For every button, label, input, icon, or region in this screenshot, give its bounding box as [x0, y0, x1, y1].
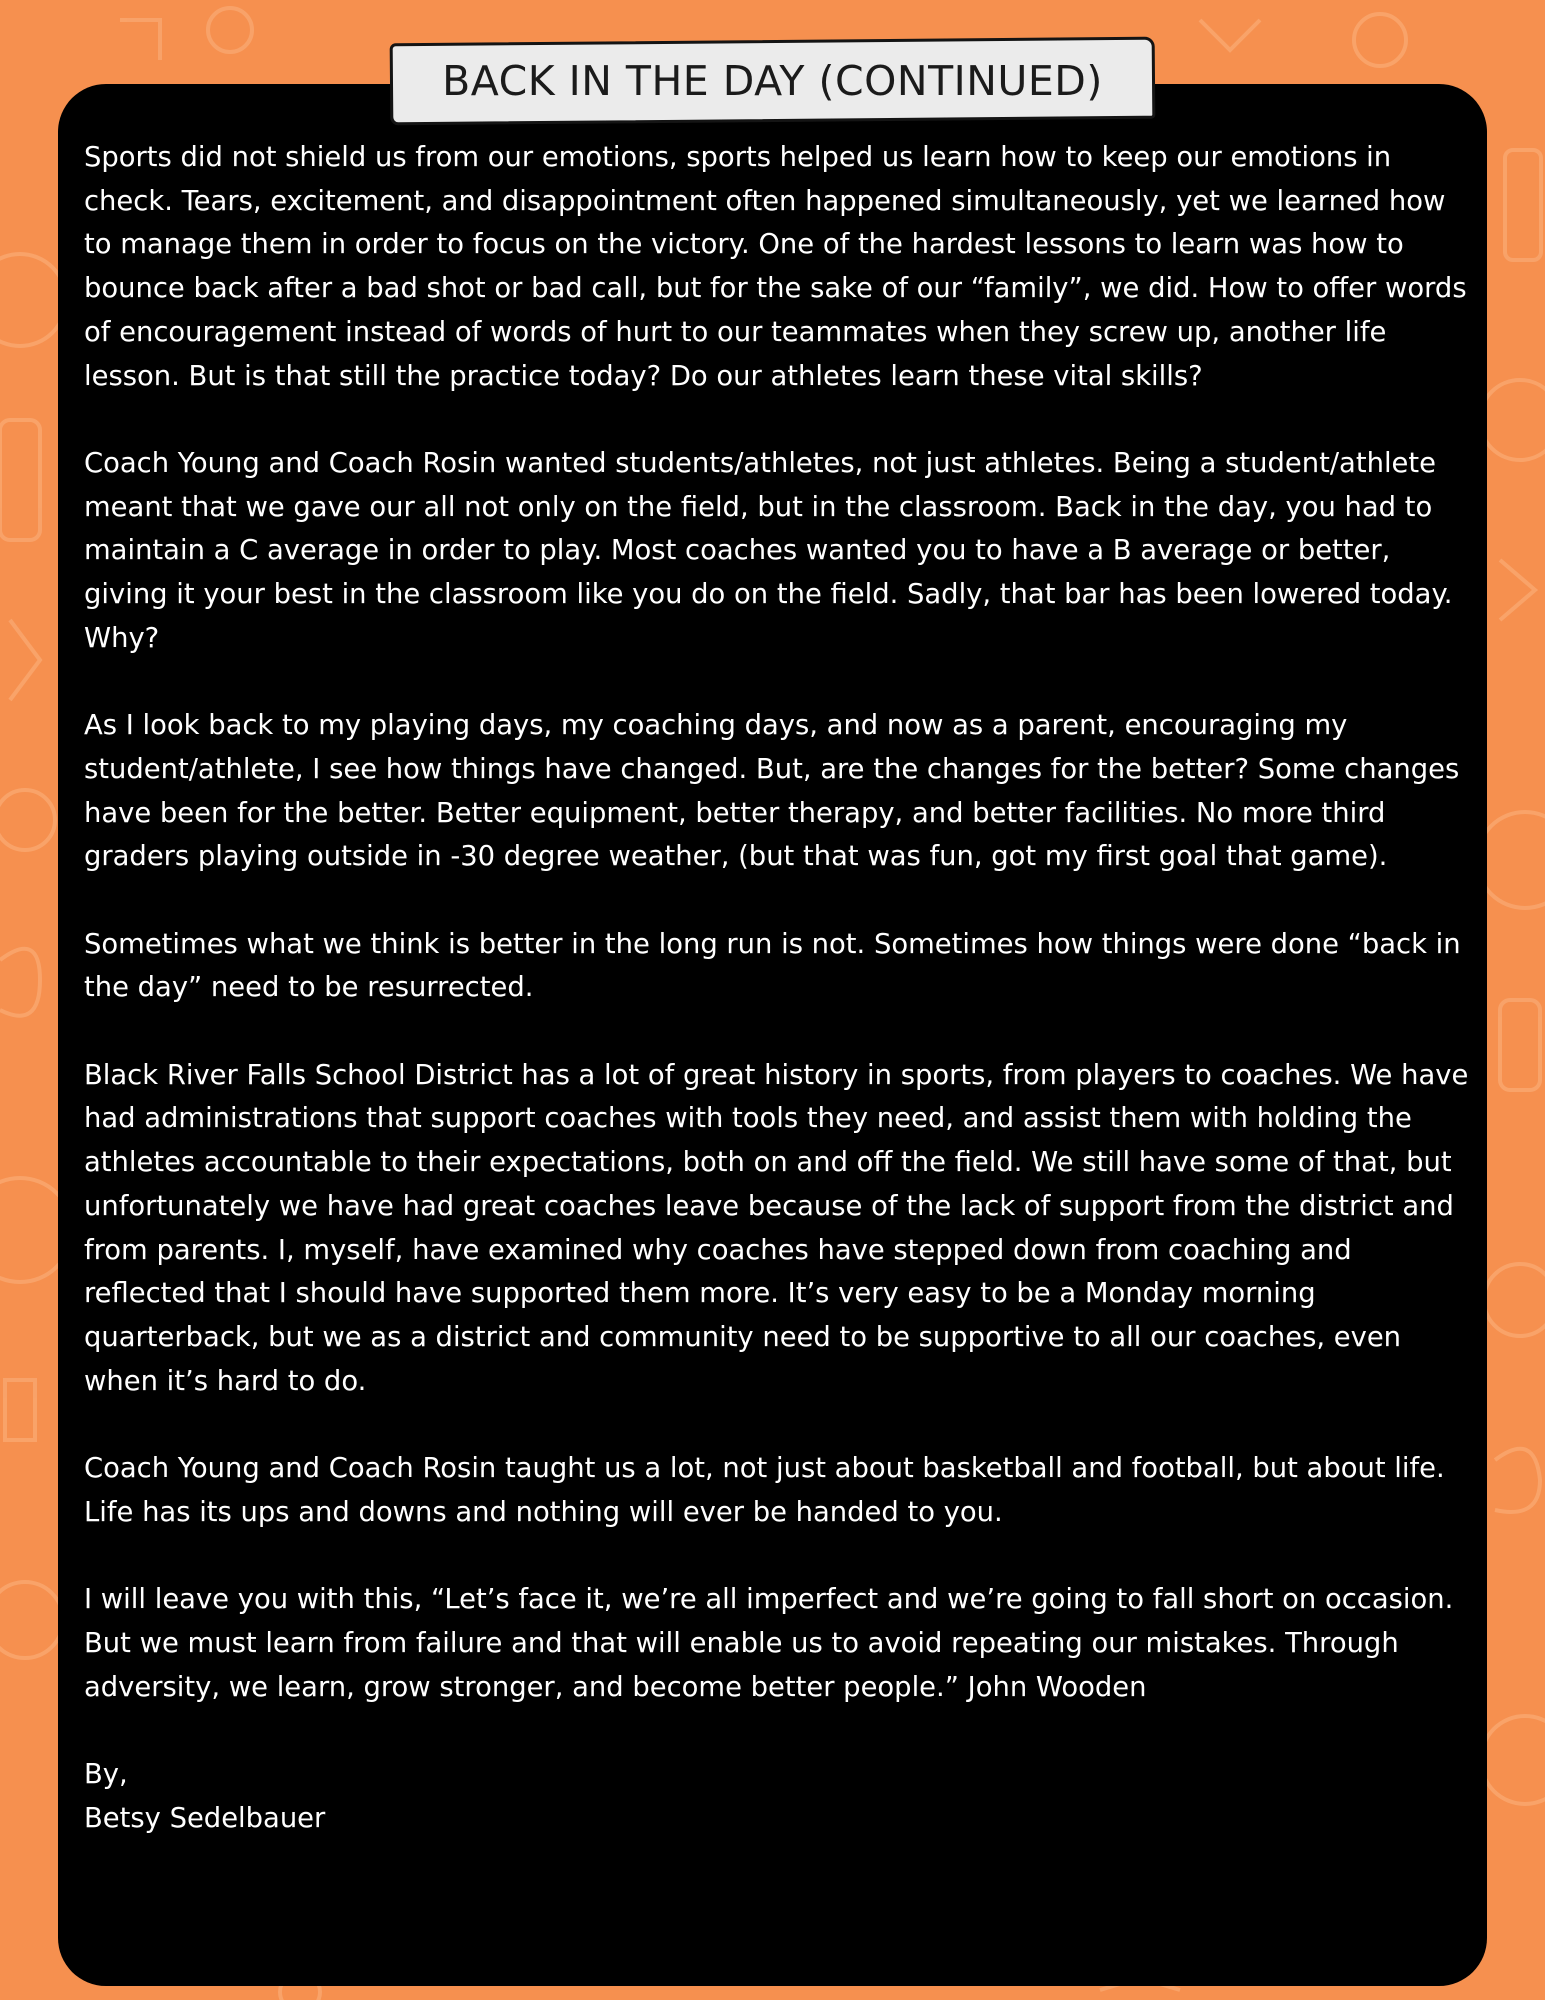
paragraph-changes: As I look back to my playing days, my coaching days, and now as a parent, encouraging my student/athlete, I see how things have changed. But, are the changes for the better? Some changes have been for the better. Better equipment, better therapy, and better facilities. No more third graders playing outside in -30 degree weather, (but that was fun, got my first goal that game). — [84, 710, 1460, 873]
signoff: By, — [84, 1758, 128, 1790]
author-name: Betsy Sedelbauer — [84, 1802, 326, 1834]
paragraph-resurrected: Sometimes what we think is better in the long run is not. Sometimes how things were done “back in the day” need to be resurrected. — [84, 928, 1461, 1004]
paragraph-life-lessons: Coach Young and Coach Rosin taught us a lot, not just about basketball and football, but about life. Life has its ups and downs and nothing will ever be handed to you. — [84, 1453, 1445, 1528]
paragraph-emotions: Sports did not shield us from our emotions, sports helped us learn how to keep our emotions in check. Tears, excitement, and disappointment often happened simultaneously, yet we learned how to manage them in order to focus on the victory. One of the hardest lessons to learn was how to bounce back after a bad shot or bad call, but for the sake of our “family”, we did. How to offer words of encouragement instead of words of hurt to our teammates when they screw up, another life lesson. But is that still the practice today? Do our athletes learn these vital skills? — [84, 142, 1467, 392]
page-title: BACK IN THE DAY (CONTINUED) — [442, 57, 1103, 105]
paragraph-wooden-quote: I will leave you with this, “Let’s face it, we’re all imperfect and we’re going to fall short on occasion. But we must learn from failure and that will enable us to avoid repeating our mistakes. Through adversity, we learn, grow stronger, and become better people.” John Wooden — [84, 1584, 1454, 1703]
paragraph-district-history: Black River Falls School District has a lot of great history in sports, from players to coaches. We have had administrations that support coaches with tools they need, and assist them with holding the athletes accountable to their expectations, both on and off the field. We still have some of that, but unfortunately we have had great coaches leave because of the lack of support from the district and from parents. I, myself, have examined why coaches have stepped down from coaching and reflected that I should have supported them more. It’s very easy to be a Monday morning quarterback, but we as a district and community need to be supportive to all our coaches, even when it’s hard to do. — [84, 1059, 1469, 1397]
article-body — [84, 136, 1469, 1840]
paragraph-student-athletes: Coach Young and Coach Rosin wanted students/athletes, not just athletes. Being a student/athlete meant that we gave our all not only on the field, but in the classroom. Back in the day, you had to maintain a C average in order to play. Most coaches wanted you to have a B average or better, giving it your best in the classroom like you do on the field. Sadly, that bar has been lowered today. Why? — [84, 447, 1453, 654]
